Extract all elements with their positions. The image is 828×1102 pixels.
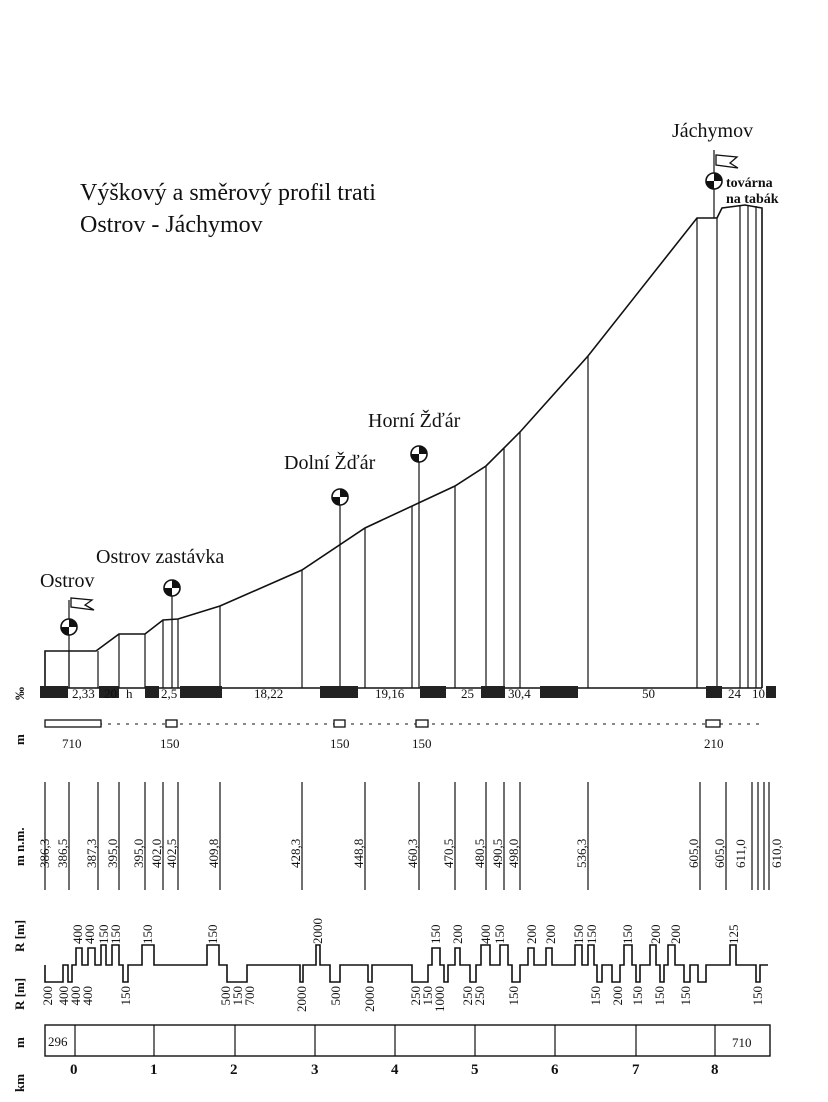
- radius-top: 125: [726, 924, 741, 944]
- radius-bottom: 500: [328, 986, 343, 1006]
- kilometre-row: [45, 1025, 770, 1078]
- gradient-block: [481, 686, 505, 698]
- profile-line: [45, 205, 762, 688]
- radius-top: 400: [70, 924, 85, 944]
- altitude-value: 386,5: [55, 838, 70, 868]
- gradient-value: 2,5: [161, 686, 178, 701]
- row-label-km: km: [12, 1073, 27, 1092]
- station-dolni-zdar: [284, 451, 376, 688]
- gradient-value: 10: [752, 686, 765, 701]
- altitude-value: 386,3: [37, 838, 52, 868]
- radius-bottom: 150: [630, 986, 645, 1006]
- title-line-1: Výškový a směrový profil trati: [80, 180, 376, 206]
- platform-bar: [416, 720, 428, 727]
- radius-bottom: 250: [460, 986, 475, 1006]
- altitude-value: 428,3: [288, 838, 303, 868]
- gradient-value: 2,33: [72, 686, 95, 701]
- platform-bar: [45, 720, 101, 727]
- km-mark: 1: [150, 1062, 158, 1078]
- row-label-gradient: ‰: [12, 687, 27, 700]
- radius-bottom: 200: [40, 986, 55, 1006]
- altitude-value: 409,8: [206, 838, 221, 868]
- gradient-block: [766, 686, 776, 698]
- gradient-value: h: [126, 686, 133, 701]
- gradient-block: [145, 686, 159, 698]
- altitude-value: 490,5: [490, 838, 505, 868]
- altitude-value: 480,5: [472, 838, 487, 868]
- gradient-block: [40, 686, 68, 698]
- radius-bottom: 1000: [432, 986, 447, 1012]
- radius-top: 2000: [310, 918, 325, 944]
- gradient-value: 18,22: [254, 686, 284, 701]
- platform-bar: [166, 720, 177, 727]
- row-label-radius-bottom: R [m]: [12, 977, 27, 1010]
- radius-top: 150: [428, 924, 443, 944]
- radius-bottom: 150: [750, 986, 765, 1006]
- altitude-value: 395,0: [131, 838, 146, 868]
- gradient-block: [320, 686, 358, 698]
- station-jachymov: [672, 120, 779, 218]
- gradient-value: 25: [461, 686, 474, 701]
- station-label-horni-zdar: Horní Žďár: [368, 410, 461, 432]
- platform-length: 150: [160, 736, 180, 751]
- radius-top: 400: [82, 924, 97, 944]
- km-length-last: 710: [732, 1035, 752, 1050]
- platform-length: 150: [330, 736, 350, 751]
- altitude-value: 498,0: [506, 838, 521, 868]
- station-label-jachymov: Jáchymov: [672, 120, 754, 142]
- radius-bottom: 150: [506, 986, 521, 1006]
- station-label-dolni-zdar: Dolní Žďár: [284, 452, 376, 474]
- title-line-2: Ostrov - Jáchymov: [80, 212, 263, 238]
- elevation-profile: [45, 205, 762, 688]
- altitude-value: 387,3: [84, 838, 99, 868]
- altitude-value: 610,0: [769, 838, 784, 868]
- radius-top: 150: [620, 924, 635, 944]
- km-mark: 3: [311, 1062, 319, 1078]
- radius-bottom: 150: [118, 986, 133, 1006]
- station-horni-zdar: [368, 409, 461, 688]
- altitude-value: 611,0: [733, 839, 748, 868]
- altitude-value: 402,5: [164, 838, 179, 868]
- radius-top: 150: [96, 924, 111, 944]
- station-label-ostrov: Ostrov: [40, 570, 95, 592]
- gradient-block: [180, 686, 222, 698]
- radius-top: 200: [450, 924, 465, 944]
- row-label-radius-top: R [m]: [12, 919, 27, 952]
- km-length-first: 296: [48, 1034, 68, 1049]
- radius-top: 200: [668, 924, 683, 944]
- radius-top: 150: [571, 924, 586, 944]
- platform-length: 150: [412, 736, 432, 751]
- radius-top: 150: [140, 924, 155, 944]
- km-mark: 0: [70, 1062, 78, 1078]
- radius-bottom: 2000: [294, 986, 309, 1012]
- station-note-na-tabak: na tabák: [726, 192, 779, 207]
- gradient-value: 30,4: [508, 686, 531, 701]
- radius-bottom: 700: [242, 986, 257, 1006]
- radius-top: 150: [108, 924, 123, 944]
- km-mark: 2: [230, 1062, 238, 1078]
- altitude-value: 536,3: [574, 838, 589, 868]
- altitude-value: 448,8: [351, 838, 366, 868]
- radius-top: 200: [543, 924, 558, 944]
- station-label-ostrov-zastavka: Ostrov zastávka: [96, 546, 225, 568]
- station-flag-icon: [71, 598, 94, 610]
- curvature-row: [40, 918, 768, 1012]
- row-label-platform: m: [12, 734, 27, 745]
- km-mark: 4: [391, 1062, 399, 1078]
- km-mark: 6: [551, 1062, 559, 1078]
- row-label-altitude: m n.m.: [12, 827, 27, 866]
- radius-top: 150: [584, 924, 599, 944]
- radius-bottom: 400: [56, 986, 71, 1006]
- platform-length: 710: [62, 736, 82, 751]
- gradient-value: 24: [728, 686, 741, 701]
- altitude-value: 470,5: [441, 838, 456, 868]
- gradient-value: 19,16: [375, 686, 405, 701]
- km-mark: 5: [471, 1062, 479, 1078]
- altitude-value: 605,0: [712, 838, 727, 868]
- km-mark: 8: [711, 1062, 719, 1078]
- radius-top: 150: [205, 924, 220, 944]
- platform-bar: [706, 720, 720, 727]
- station-ostrov-zastavka: [96, 546, 224, 688]
- radius-bottom: 150: [230, 986, 245, 1006]
- radius-bottom: 150: [678, 986, 693, 1006]
- platform-length: 210: [704, 736, 724, 751]
- radius-bottom: 400: [68, 986, 83, 1006]
- radius-bottom: 250: [408, 986, 423, 1006]
- gradient-block: [706, 686, 722, 698]
- altitude-value: 395,0: [105, 838, 120, 868]
- curvature-line: [45, 945, 768, 982]
- radius-top: 200: [524, 924, 539, 944]
- altitude-value: 605,0: [686, 838, 701, 868]
- gradient-block: [540, 686, 578, 698]
- radius-bottom: 150: [588, 986, 603, 1006]
- radius-bottom: 150: [652, 986, 667, 1006]
- station-ostrov: [40, 570, 94, 688]
- radius-bottom: 150: [420, 986, 435, 1006]
- radius-top: 400: [478, 924, 493, 944]
- platform-row: [45, 720, 762, 751]
- station-flag-icon: [716, 155, 738, 168]
- radius-bottom: 200: [610, 986, 625, 1006]
- platform-bar: [334, 720, 345, 727]
- radius-top: 150: [492, 924, 507, 944]
- gradient-value: 50: [642, 686, 655, 701]
- row-label-km-length: m: [12, 1037, 27, 1048]
- radius-bottom: 500: [218, 986, 233, 1006]
- radius-bottom: 2000: [362, 986, 377, 1012]
- station-note-tovarna: továrna: [726, 176, 773, 191]
- altitude-value: 460,3: [405, 838, 420, 868]
- altitude-row: [37, 782, 784, 890]
- altitude-value: 402,0: [149, 838, 164, 868]
- radius-bottom: 250: [472, 986, 487, 1006]
- radius-top: 200: [648, 924, 663, 944]
- gradient-value: 20: [104, 686, 117, 701]
- km-mark: 7: [632, 1062, 640, 1078]
- radius-bottom: 400: [80, 986, 95, 1006]
- gradient-block: [420, 686, 446, 698]
